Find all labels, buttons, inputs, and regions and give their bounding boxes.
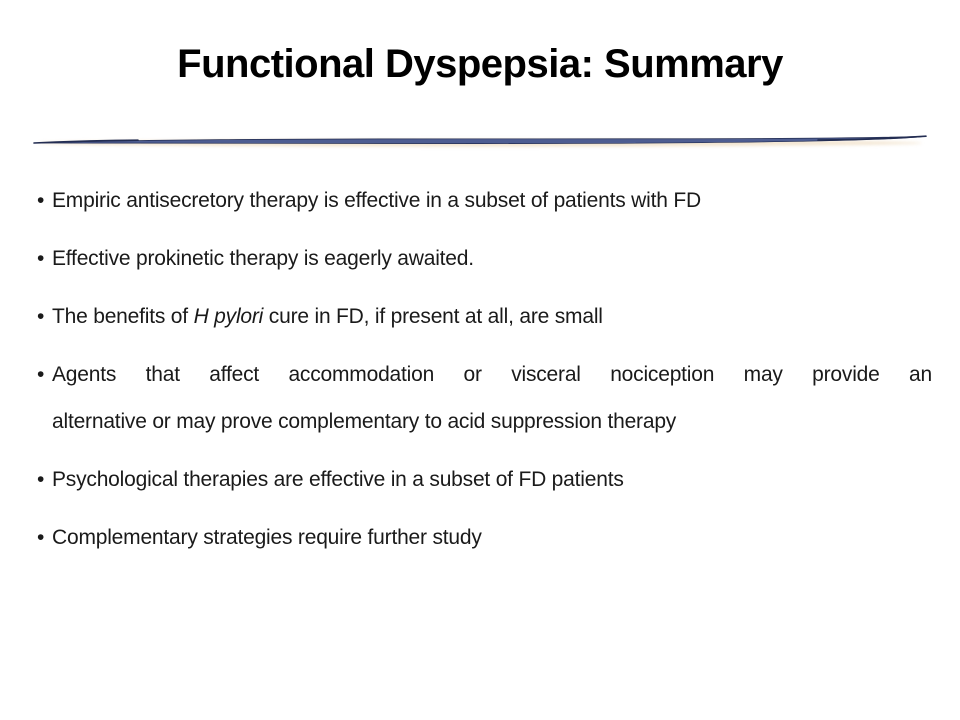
divider-line-graphic xyxy=(28,132,932,152)
bullet-text-post: cure in FD, if present at all, are small xyxy=(263,305,603,328)
bullet-marker: • xyxy=(37,305,45,328)
bullet-text xyxy=(52,302,932,332)
bullet-item-agents xyxy=(37,360,932,437)
bullet-marker: • xyxy=(37,247,45,270)
bullet-marker: • xyxy=(37,189,45,212)
bullet-marker: • xyxy=(37,363,45,386)
bullet-text: Psychological therapies are effective in a subset of FD patients xyxy=(52,468,624,491)
slide-title: Functional Dyspepsia: Summary xyxy=(177,42,783,86)
bullet-text: Empiric antisecretory therapy is effective in a subset of patients with FD xyxy=(52,189,701,212)
bullet-text: Effective prokinetic therapy is eagerly awaited. xyxy=(52,247,474,270)
bullet-item-empiric xyxy=(37,186,932,216)
bullet-list xyxy=(37,186,932,581)
bullet-item-complementary xyxy=(37,523,932,553)
bullet-text-pre: The benefits of xyxy=(52,305,194,328)
bullet-marker: • xyxy=(37,526,45,549)
bullet-item-psychological xyxy=(37,465,932,495)
bullet-text-line2: alternative or may prove complementary to acid suppression therapy xyxy=(52,410,677,433)
bullet-text: Complementary strategies require further study xyxy=(52,526,482,549)
bullet-marker: • xyxy=(37,468,45,491)
bullet-item-prokinetic xyxy=(37,244,932,274)
title-divider xyxy=(28,132,932,152)
bullet-item-hpylori xyxy=(37,302,932,332)
bullet-text-italic-term: H pylori xyxy=(193,305,264,328)
bullet-text-line1: Agents that affect accommodation or visceral nociception may provide an xyxy=(52,363,932,386)
